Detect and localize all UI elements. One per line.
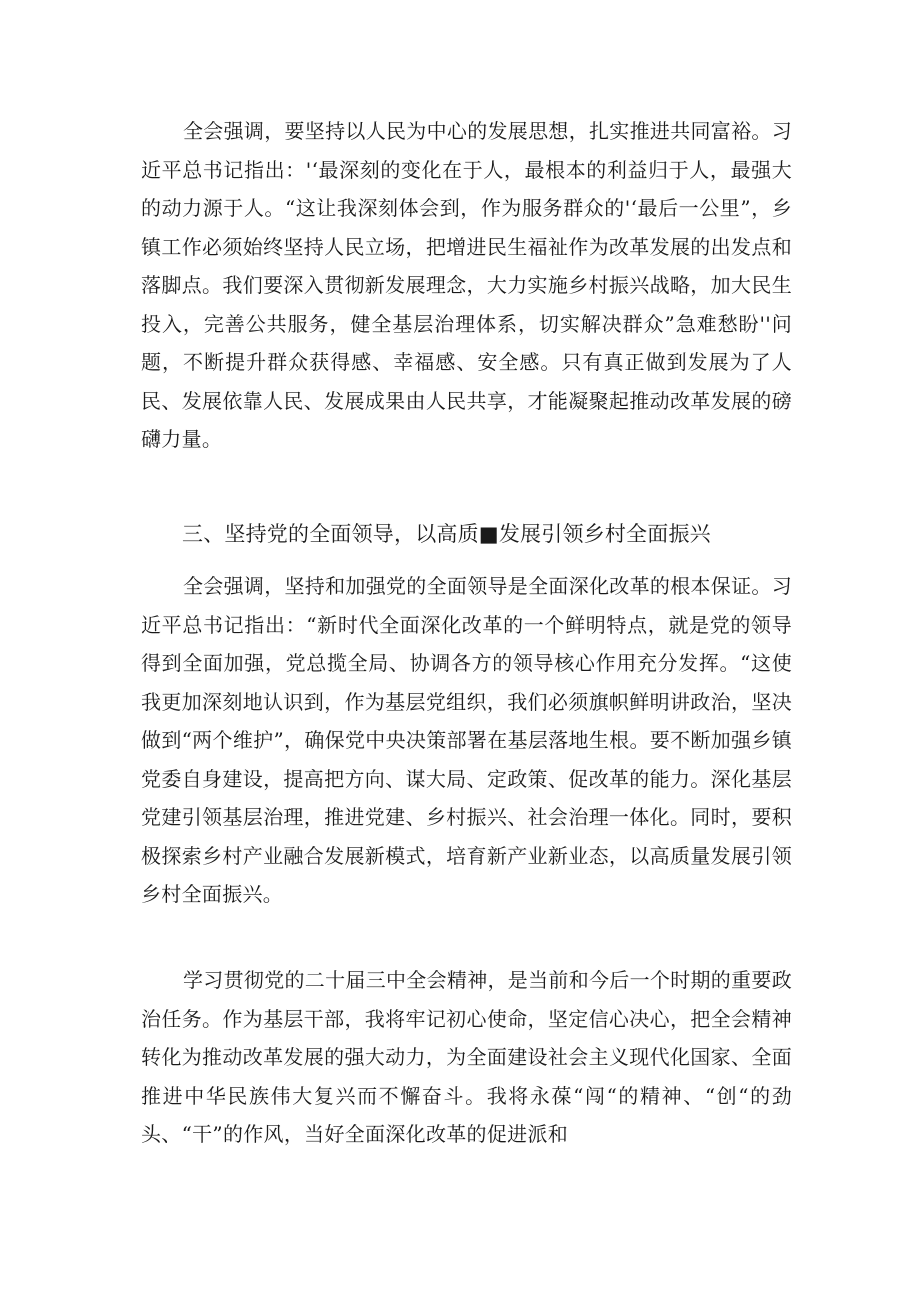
body-paragraph-party-leadership: 全会强调，坚持和加强党的全面领导是全面深化改革的根本保证。习近平总书记指出：“新时代全面深化改革的一个鲜明特点，就是党的领导得到全面加强，党总揽全局、协调各方的领导核心作用充分发挥。“这使我更加深刻地认识到，作为基层党组织，我们必须旗帜鲜明讲政治，坚决做到“两个维护”，确保党中央决策部署在基层落地生根。要不断加强乡镇党委自身建设，提高把方向、谋大局、定政策、促改革的能力。深化基层党建引领基层治理，推进党建、乡村振兴、社会治理一体化。同时，要积极探索乡村产业融合发展新模式，培育新产业新业态，以高质量发展引领乡村全面振兴。 [141,574,792,906]
body-paragraph-common-prosperity: 全会强调，要坚持以人民为中心的发展思想，扎实推进共同富裕。习近平总书记指出：'‘最深刻的变化在于人，最根本的利益归于人，最强大的动力源于人。“这让我深刻体会到，作为服务群众的'‘最后一公里”，乡镇工作必须始终坚持人民立场，把增进民生福祉作为改革发展的出发点和落脚点。我们要深入贯彻新发展理念，大力实施乡村振兴战略，加大民生投入，完善公共服务，健全基层治理体系，切实解决群众”急难愁盼''问题，不断提升群众获得感、幸福感、安全感。只有真正做到发展为了人民、发展依靠人民、发展成果由人民共享，才能凝聚起推动改革发展的磅礴力量。 [141,119,792,451]
section-heading-party-leadership: 三、坚持党的全面领导，以高质■发展引领乡村全面振兴 [182,522,711,546]
body-paragraph-conclusion: 学习贯彻党的二十届三中全会精神，是当前和今后一个时期的重要政治任务。作为基层干部，我将牢记初心使命，坚定信心决心，把全会精神转化为推动改革发展的强大动力，为全面建设社会主义现代化国家、全面推进中华民族伟大复兴而不懈奋斗。我将永葆“闯“的精神、“创“的劲头、“干”的作风，当好全面深化改革的促进派和 [141,968,792,1146]
